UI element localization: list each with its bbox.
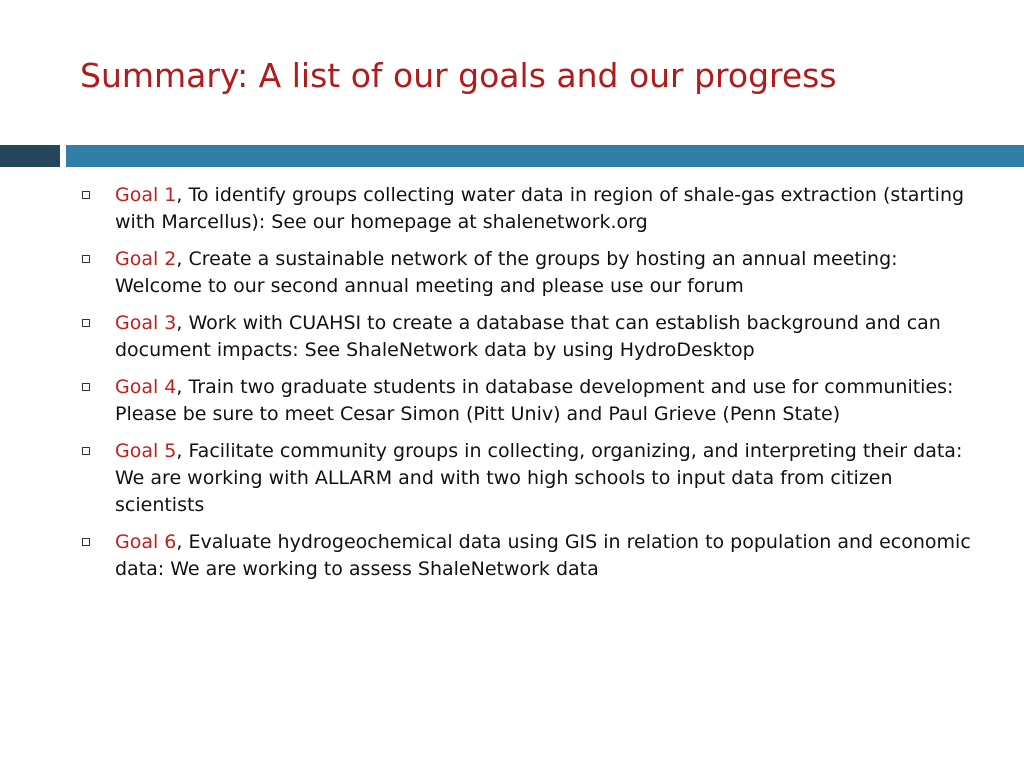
goal-separator: , — [176, 440, 183, 462]
goal-item-5 — [82, 438, 982, 519]
goal-separator: , — [176, 248, 183, 270]
goal-item-3 — [82, 310, 982, 364]
goal-item-1 — [82, 182, 982, 236]
goal-text: Train two graduate students in database development and use for communities: Please be sure to meet Cesar Simon (Pitt Univ) and Paul Grieve (Penn State) — [115, 376, 954, 425]
goal-item-6 — [82, 529, 982, 583]
square-bullet-icon — [82, 255, 90, 263]
goal-label: Goal 1 — [115, 184, 177, 206]
goal-item-4 — [82, 374, 982, 428]
goal-separator: , — [176, 531, 183, 553]
goal-text: Facilitate community groups in collecting, organizing, and interpreting their data: We are working with ALLARM and with two high schools to input data from citizen scientists — [115, 440, 963, 516]
title-divider-dark — [0, 145, 60, 167]
square-bullet-icon — [82, 319, 90, 327]
goal-text: Work with CUAHSI to create a database that can establish background and can document impacts: See ShaleNetwork data by using HydroDesktop — [115, 312, 941, 361]
goal-separator: , — [176, 312, 183, 334]
goal-item-2 — [82, 246, 982, 300]
goal-text: To identify groups collecting water data in region of shale-gas extraction (starting with Marcellus): See our homepage at shalenetwork.org — [115, 184, 965, 233]
square-bullet-icon — [82, 383, 90, 391]
title-divider-light — [66, 145, 1024, 167]
goal-label: Goal 6 — [115, 531, 177, 553]
goal-label: Goal 2 — [115, 248, 177, 270]
square-bullet-icon — [82, 191, 90, 199]
goal-text: Create a sustainable network of the groups by hosting an annual meeting: Welcome to our second annual meeting and please use our forum — [115, 248, 898, 297]
square-bullet-icon — [82, 447, 90, 455]
goal-separator: , — [176, 376, 183, 398]
goal-text: Evaluate hydrogeochemical data using GIS in relation to population and economic data: We are working to assess ShaleNetwork data — [115, 531, 971, 580]
goal-separator: , — [176, 184, 183, 206]
slide-title: Summary: A list of our goals and our progress — [80, 56, 837, 95]
goal-label: Goal 3 — [115, 312, 177, 334]
goal-list — [82, 182, 982, 593]
goal-label: Goal 4 — [115, 376, 177, 398]
square-bullet-icon — [82, 538, 90, 546]
goal-label: Goal 5 — [115, 440, 177, 462]
